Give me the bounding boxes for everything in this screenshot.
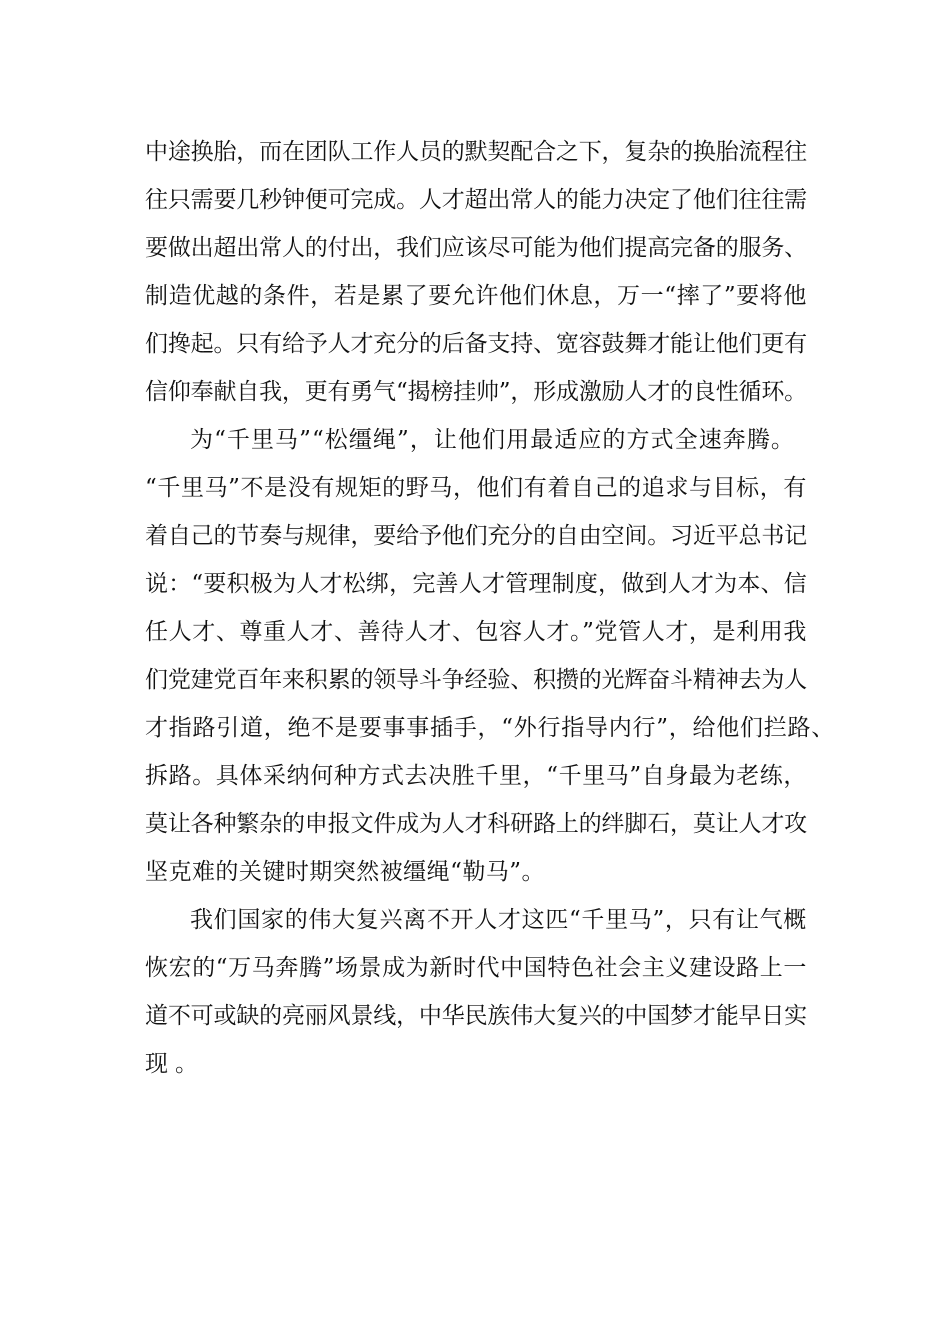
text-line-9: 着自己的节奏与规律，要给予他们充分的自由空间。习近平总书记 xyxy=(145,523,808,549)
text-line-16: 坚克难的关键时期突然被缰绳“勒马”。 xyxy=(145,859,545,885)
text-line-13: 才指路引道，绝不是要事事插手，“外行指导内行”，给他们拦路、 xyxy=(145,715,835,741)
text-line-2: 往只需要几秒钟便可完成。人才超出常人的能力决定了他们往往需 xyxy=(145,187,808,213)
text-line-17: 我们国家的伟大复兴离不开人才这匹“千里马”，只有让气概 xyxy=(190,907,807,933)
text-line-15: 莫让各种繁杂的申报文件成为人才科研路上的绊脚石，莫让人才攻 xyxy=(145,811,808,837)
text-line-12: 们党建党百年来积累的领导斗争经验、积攒的光辉奋斗精神去为人 xyxy=(145,667,808,693)
text-line-1: 中途换胎，而在团队工作人员的默契配合之下，复杂的换胎流程往 xyxy=(145,139,808,165)
text-line-7: 为“千里马”“松缰绳”，让他们用最适应的方式全速奔腾。 xyxy=(190,427,795,453)
text-line-18: 恢宏的“万马奔腾”场景成为新时代中国特色社会主义建设路上一 xyxy=(145,955,807,981)
text-line-5: 们搀起。只有给予人才充分的后备支持、宽容鼓舞才能让他们更有 xyxy=(145,331,808,357)
text-line-3: 要做出超出常人的付出，我们应该尽可能为他们提高完备的服务、 xyxy=(145,235,808,261)
text-line-10: 说：“要积极为人才松绑，完善人才管理制度，做到人才为本、信 xyxy=(145,571,807,597)
text-line-4: 制造优越的条件，若是累了要允许他们休息，万一“摔了”要将他 xyxy=(145,283,807,309)
text-line-19: 道不可或缺的亮丽风景线，中华民族伟大复兴的中国梦才能早日实 xyxy=(145,1003,808,1029)
text-line-11: 任人才、尊重人才、善待人才、包容人才。”党管人才，是利用我 xyxy=(145,619,807,645)
text-line-20: 现。 xyxy=(145,1051,205,1077)
text-line-8: “千里马”不是没有规矩的野马，他们有着自己的追求与目标，有 xyxy=(145,475,807,501)
text-line-14: 拆路。具体采纳何种方式去决胜千里，“千里马”自身最为老练， xyxy=(145,763,807,789)
text-line-6: 信仰奉献自我，更有勇气“揭榜挂帅”，形成激励人才的良性循环。 xyxy=(145,379,807,405)
